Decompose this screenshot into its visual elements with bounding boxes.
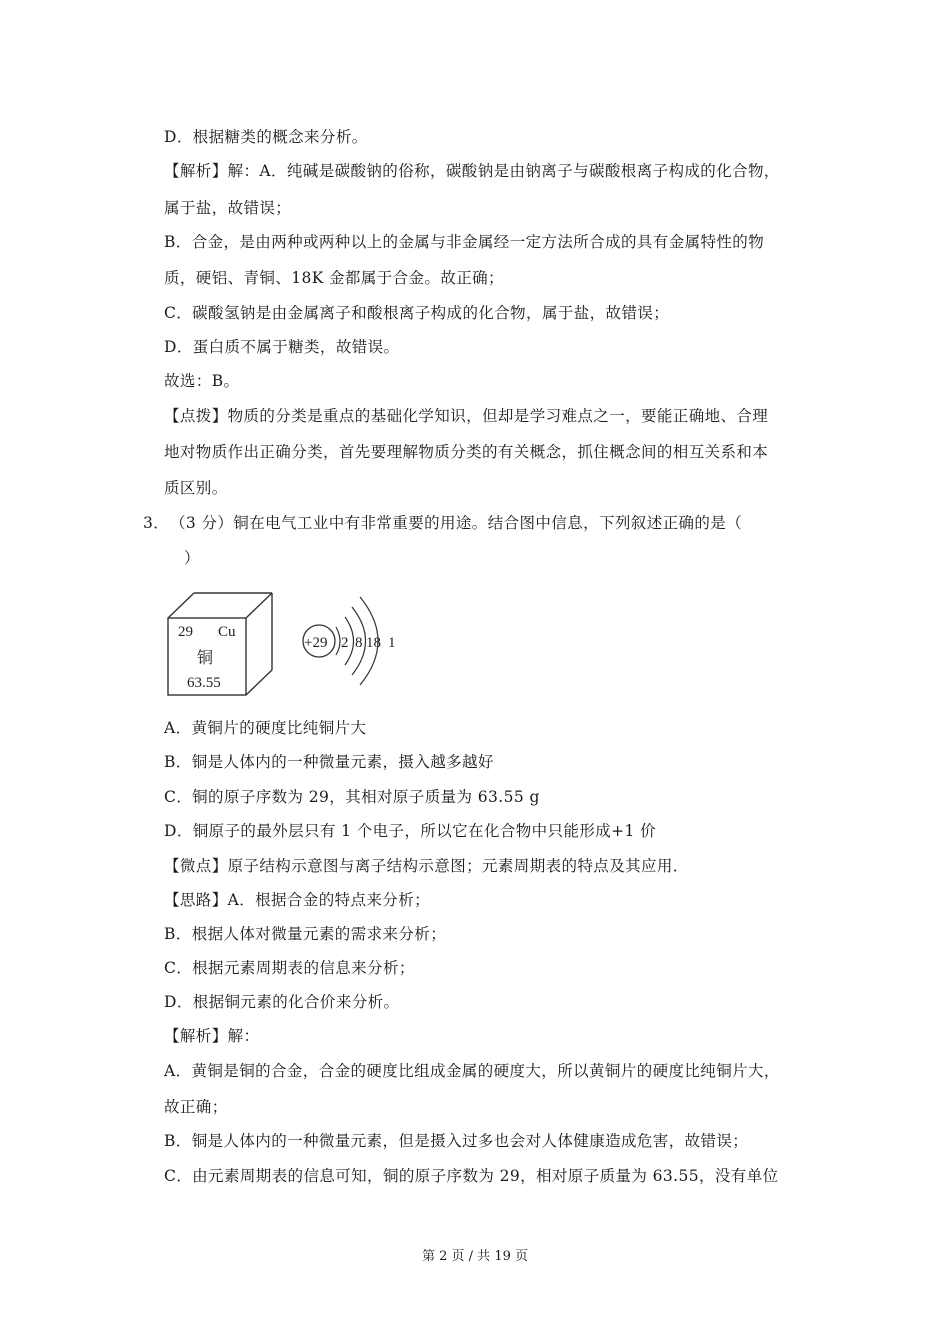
question-stem-continued: ） [184,549,200,567]
option-a: A．黄铜片的硬度比纯铜片大 [164,719,367,737]
text-line: 质，硬铝、青铜、18K 金都属于合金。故正确； [164,269,504,287]
page-footer: 第 2 页 / 共 19 页 [422,1249,528,1264]
atomic-number: 29 [178,624,193,640]
text-line: 【点拨】物质的分类是重点的基础化学知识，但却是学习难点之一，要能正确地、合理 [164,407,769,425]
option-b: B．铜是人体内的一种微量元素，摄入越多越好 [164,753,494,771]
question-stem: （3 分）铜在电气工业中有非常重要的用途。结合图中信息，下列叙述正确的是（ [170,514,743,532]
text-line: 故正确； [164,1098,228,1116]
text-line: C．由元素周期表的信息可知，铜的原子序数为 29，相对原子质量为 63.55，没有单位 [164,1167,779,1185]
text-line: 属于盐，故错误； [164,199,292,217]
nucleus-charge: +29 [304,635,328,651]
question-number: 3． [143,514,170,532]
text-line: 【解析】解： [164,1027,260,1045]
shell-electrons: 8 [355,635,363,651]
shell-arc [336,627,340,655]
text-line: 【微点】原子结构示意图与离子结构示意图；元素周期表的特点及其应用． [164,857,689,875]
text-line: C．碳酸氢钠是由金属离子和酸根离子构成的化合物，属于盐，故错误； [164,304,670,322]
text-line: 【思路】A．根据合金的特点来分析； [164,891,430,909]
copper-figure [164,590,404,700]
text-line: B．根据人体对微量元素的需求来分析； [164,925,447,943]
element-name: 铜 [197,648,214,667]
text-line: A．黄铜是铜的合金，合金的硬度比组成金属的硬度大，所以黄铜片的硬度比纯铜片大， [164,1062,780,1080]
shell-electrons: 2 [341,635,349,651]
text-line: B．合金，是由两种或两种以上的金属与非金属经一定方法所合成的具有金属特性的物 [164,233,765,251]
text-line: 【解析】解：A．纯碱是碳酸钠的俗称，碳酸钠是由钠离子与碳酸根离子构成的化合物， [164,162,780,180]
text-line: 质区别。 [164,479,228,497]
shell-electrons: 18 [366,635,381,651]
text-line: B．铜是人体内的一种微量元素，但是摄入过多也会对人体健康造成危害，故错误； [164,1132,749,1150]
text-line: 故选：B。 [164,372,240,390]
shell-electrons: 1 [388,635,396,651]
text-line: 地对物质作出正确分类，首先要理解物质分类的有关概念，抓住概念间的相互关系和本 [164,443,769,461]
atom-structure [303,597,396,685]
option-c: C．铜的原子序数为 29，其相对原子质量为 63.55 g [164,788,540,806]
text-line: D．根据铜元素的化合价来分析。 [164,993,400,1011]
text-line: D．根据糖类的概念来分析。 [164,128,368,146]
atomic-mass: 63.55 [187,675,221,691]
text-line: C．根据元素周期表的信息来分析； [164,959,415,977]
option-d: D．铜原子的最外层只有 1 个电子，所以它在化合物中只能形成+1 价 [164,822,657,840]
element-symbol: Cu [218,624,236,640]
text-line: D．蛋白质不属于糖类，故错误。 [164,338,400,356]
